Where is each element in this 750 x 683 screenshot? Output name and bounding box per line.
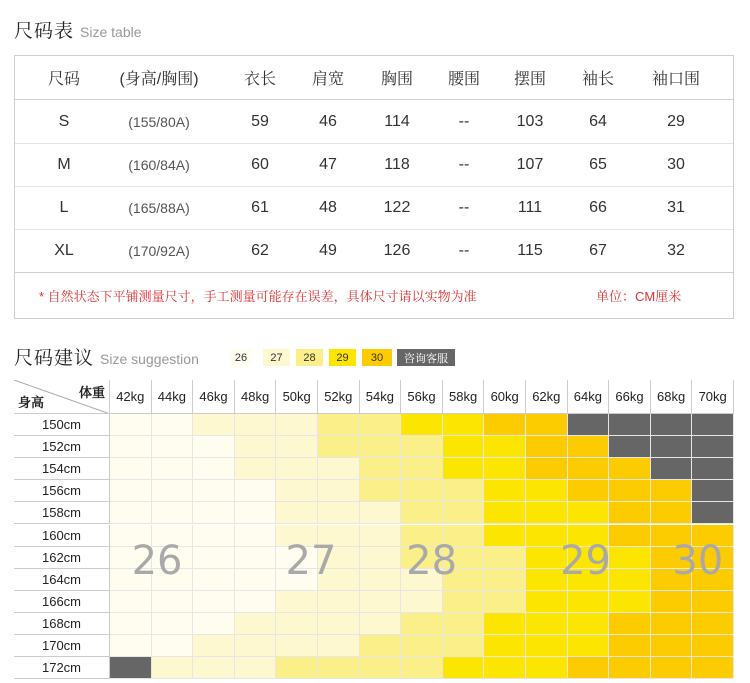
divider	[15, 272, 733, 273]
cell-bust: 114	[384, 112, 410, 130]
grid-cell-size-26	[110, 591, 152, 613]
grid-cell-size-30	[568, 657, 610, 679]
grid-cell-size-26	[110, 502, 152, 524]
grid-cell-size-26	[152, 480, 194, 502]
cell-waist: --	[458, 241, 470, 259]
grid-cell-size-27	[235, 436, 277, 458]
size-row	[15, 186, 733, 229]
height-header: 172cm	[14, 657, 110, 679]
legend-30: 30	[362, 349, 392, 366]
grid-cell-consult	[651, 414, 693, 436]
grid-cell-size-29	[526, 635, 568, 657]
grid-cell-size-28	[276, 657, 318, 679]
cell-bust: 122	[383, 198, 411, 216]
cell-length: 61	[251, 198, 269, 216]
grid-cell-consult	[609, 414, 651, 436]
size-table	[14, 55, 734, 319]
grid-cell-size-26	[235, 547, 277, 569]
grid-cell-size-30	[651, 657, 693, 679]
size-suggestion-grid	[14, 380, 734, 683]
grid-cell-size-28	[443, 613, 485, 635]
grid-cell-size-29	[568, 635, 610, 657]
cell-length: 59	[251, 112, 269, 130]
grid-cell-size-26	[193, 480, 235, 502]
grid-cell-size-28	[401, 480, 443, 502]
grid-cell-size-27	[360, 591, 402, 613]
grid-cell-size-27	[401, 591, 443, 613]
grid-cell-size-26	[110, 480, 152, 502]
grid-cell-size-26	[193, 502, 235, 524]
grid-cell-size-28	[360, 657, 402, 679]
grid-cell-size-26	[235, 591, 277, 613]
grid-cell-size-27	[276, 480, 318, 502]
grid-cell-size-28	[318, 436, 360, 458]
grid-cell-size-26	[110, 458, 152, 480]
grid-cell-size-29	[484, 657, 526, 679]
grid-cell-size-26	[152, 502, 194, 524]
grid-cell-size-29	[484, 635, 526, 657]
grid-cell-size-28	[401, 613, 443, 635]
cell-waist: --	[458, 198, 470, 216]
grid-cell-size-30	[568, 436, 610, 458]
cell-waist: --	[458, 155, 470, 173]
grid-cell-size-30	[692, 591, 734, 613]
legend-27: 27	[263, 349, 290, 366]
height-header: 154cm	[14, 458, 110, 480]
grid-cell-size-28	[401, 635, 443, 657]
grid-cell-size-26	[152, 436, 194, 458]
size-row	[15, 100, 733, 143]
weight-header: 52kg	[318, 380, 360, 414]
grid-cell-size-29	[484, 525, 526, 547]
grid-cell-size-27	[318, 502, 360, 524]
grid-cell-size-28	[360, 436, 402, 458]
weight-header: 42kg	[110, 380, 152, 414]
grid-cell-size-29	[609, 569, 651, 591]
cell-length: 60	[251, 155, 269, 173]
cell-height-bust: (155/80A)	[128, 113, 190, 130]
grid-cell-consult	[692, 436, 734, 458]
grid-cell-size-26	[193, 613, 235, 635]
grid-cell-size-27	[360, 569, 402, 591]
grid-cell-size-27	[193, 657, 235, 679]
header-sleeve: 袖长	[581, 71, 614, 88]
grid-cell-size-26	[235, 569, 277, 591]
zone-label: 27	[285, 537, 337, 584]
grid-cell-size-30	[609, 635, 651, 657]
grid-cell-size-26	[193, 591, 235, 613]
grid-cell-size-26	[235, 502, 277, 524]
cell-hem: 115	[517, 241, 543, 259]
size-suggestion-title-zh: 尺码建议	[14, 348, 95, 369]
size-row	[15, 143, 733, 186]
grid-cell-size-29	[484, 502, 526, 524]
grid-cell-size-29	[609, 591, 651, 613]
grid-cell-size-26	[235, 525, 277, 547]
grid-cell-size-30	[568, 458, 610, 480]
legend-26: 26	[230, 349, 252, 366]
grid-cell-size-28	[401, 657, 443, 679]
grid-cell-size-29	[526, 480, 568, 502]
grid-cell-size-26	[193, 458, 235, 480]
zone-label: 29	[560, 537, 611, 584]
grid-cell-size-29	[443, 657, 485, 679]
grid-cell-size-30	[609, 458, 651, 480]
grid-cell-size-27	[360, 547, 402, 569]
grid-cell-size-27	[318, 635, 360, 657]
height-header: 152cm	[14, 436, 110, 458]
size-suggestion-title	[14, 343, 199, 370]
weight-header: 64kg	[568, 380, 610, 414]
cell-cuff: 30	[667, 155, 685, 173]
cell-height-bust: (170/92A)	[128, 242, 190, 259]
grid-cell-size-28	[484, 547, 526, 569]
grid-cell-size-30	[526, 414, 568, 436]
grid-cell-size-26	[193, 569, 235, 591]
grid-cell-size-28	[443, 635, 485, 657]
legend-consult: 咨询客服	[397, 349, 455, 366]
grid-cell-size-26	[110, 436, 152, 458]
grid-cell-size-30	[609, 480, 651, 502]
grid-cell-size-28	[318, 414, 360, 436]
grid-cell-consult	[609, 436, 651, 458]
grid-cell-size-28	[318, 657, 360, 679]
grid-cell-size-29	[484, 480, 526, 502]
corner-weight-label: 体重	[78, 385, 105, 400]
cell-size: M	[57, 155, 71, 173]
measurement-note: * 自然状态下平铺测量尺寸，手工测量可能存在误差，具体尺寸请以实物为准	[39, 289, 477, 304]
grid-cell-size-26	[152, 613, 194, 635]
grid-cell-size-27	[235, 458, 277, 480]
grid-cell-size-27	[235, 657, 277, 679]
size-table-title-en: Size table	[80, 24, 142, 40]
grid-cell-size-28	[401, 436, 443, 458]
grid-cell-size-26	[152, 635, 194, 657]
grid-cell-size-29	[568, 591, 610, 613]
weight-header: 54kg	[360, 380, 402, 414]
grid-cell-size-30	[609, 657, 651, 679]
grid-cell-size-30	[651, 635, 693, 657]
grid-cell-size-29	[568, 502, 610, 524]
grid-cell-size-28	[443, 480, 485, 502]
weight-header: 44kg	[152, 380, 194, 414]
weight-header: 56kg	[401, 380, 443, 414]
grid-cell-size-28	[360, 414, 402, 436]
grid-cell-size-28	[484, 569, 526, 591]
header-size: 尺码	[47, 71, 80, 88]
cell-hem: 103	[516, 112, 544, 130]
grid-cell-size-27	[276, 613, 318, 635]
grid-cell-size-27	[276, 414, 318, 436]
grid-cell-size-27	[276, 502, 318, 524]
grid-corner	[14, 380, 110, 414]
cell-size: XL	[54, 241, 74, 259]
legend-29: 29	[329, 349, 356, 366]
height-header: 150cm	[14, 414, 110, 436]
grid-cell-size-30	[568, 480, 610, 502]
zone-label: 28	[406, 537, 458, 584]
grid-cell-size-27	[360, 525, 402, 547]
grid-cell-size-28	[360, 480, 402, 502]
grid-cell-size-26	[152, 591, 194, 613]
grid-cell-size-26	[110, 414, 152, 436]
grid-cell-size-27	[152, 657, 194, 679]
grid-cell-size-29	[484, 436, 526, 458]
header-cuff: 袖口围	[651, 71, 700, 88]
grid-cell-size-29	[443, 458, 485, 480]
grid-cell-size-29	[443, 414, 485, 436]
grid-cell-size-29	[526, 502, 568, 524]
grid-cell-size-27	[235, 414, 277, 436]
grid-cell-size-28	[360, 635, 402, 657]
grid-cell-size-28	[443, 502, 485, 524]
cell-size: L	[59, 198, 69, 216]
size-table-title-zh: 尺码表	[14, 21, 75, 42]
grid-cell-size-28	[401, 502, 443, 524]
cell-sleeve: 65	[589, 155, 607, 173]
grid-cell-size-27	[193, 635, 235, 657]
grid-cell-size-27	[318, 458, 360, 480]
grid-cell-size-29	[401, 414, 443, 436]
weight-header: 68kg	[651, 380, 693, 414]
cell-cuff: 31	[667, 198, 685, 216]
grid-cell-size-29	[443, 436, 485, 458]
weight-header: 66kg	[609, 380, 651, 414]
cell-length: 62	[251, 241, 269, 259]
size-suggestion-title-en: Size suggestion	[100, 351, 199, 367]
height-header: 168cm	[14, 613, 110, 635]
grid-cell-size-29	[484, 613, 526, 635]
cell-sleeve: 67	[589, 241, 607, 259]
grid-cell-consult	[568, 414, 610, 436]
grid-cell-size-27	[318, 480, 360, 502]
weight-header: 70kg	[692, 380, 734, 414]
cell-shoulder: 49	[319, 241, 337, 259]
grid-cell-size-27	[276, 635, 318, 657]
grid-cell-size-27	[235, 635, 277, 657]
cell-bust: 118	[384, 155, 410, 173]
grid-cell-size-27	[276, 436, 318, 458]
grid-cell-size-26	[110, 613, 152, 635]
grid-cell-size-29	[568, 613, 610, 635]
header-bust: 胸围	[380, 71, 413, 88]
grid-cell-size-30	[692, 635, 734, 657]
height-header: 162cm	[14, 547, 110, 569]
grid-cell-size-28	[360, 458, 402, 480]
grid-cell-size-26	[110, 635, 152, 657]
corner-height-label: 身高	[18, 395, 45, 410]
header-hem: 摆围	[513, 71, 546, 88]
unit-note: 单位：CM厘米	[596, 289, 682, 304]
header-waist: 腰围	[447, 71, 480, 88]
grid-cell-size-27	[360, 613, 402, 635]
grid-cell-size-27	[318, 613, 360, 635]
grid-cell-size-30	[692, 657, 734, 679]
cell-size: S	[58, 112, 70, 130]
header-length: 衣长	[243, 71, 276, 88]
grid-cell-size-27	[360, 502, 402, 524]
cell-waist: --	[458, 112, 470, 130]
cell-shoulder: 48	[319, 198, 337, 216]
grid-cell-size-30	[526, 458, 568, 480]
grid-cell-size-29	[526, 591, 568, 613]
size-row	[15, 229, 733, 272]
cell-bust: 126	[383, 241, 411, 259]
grid-cell-size-26	[193, 547, 235, 569]
cell-shoulder: 47	[319, 155, 337, 173]
height-header: 164cm	[14, 569, 110, 591]
grid-cell-size-30	[651, 502, 693, 524]
grid-cell-size-26	[193, 525, 235, 547]
grid-cell-size-30	[651, 480, 693, 502]
weight-header: 48kg	[235, 380, 277, 414]
cell-sleeve: 66	[589, 198, 607, 216]
weight-header: 60kg	[484, 380, 526, 414]
grid-cell-consult	[651, 458, 693, 480]
grid-cell-size-28	[484, 591, 526, 613]
grid-cell-size-29	[526, 657, 568, 679]
grid-cell-size-26	[152, 414, 194, 436]
height-header: 166cm	[14, 591, 110, 613]
header-height-bust: (身高/胸围)	[119, 71, 199, 88]
size-table-header-row	[15, 56, 733, 99]
size-table-title	[14, 16, 142, 43]
grid-cell-size-26	[235, 480, 277, 502]
zone-label: 26	[131, 537, 183, 584]
cell-cuff: 29	[667, 112, 685, 130]
grid-cell-size-29	[609, 547, 651, 569]
grid-cell-size-28	[443, 591, 485, 613]
grid-cell-size-30	[484, 414, 526, 436]
weight-header: 62kg	[526, 380, 568, 414]
grid-cell-consult	[651, 436, 693, 458]
height-header: 170cm	[14, 635, 110, 657]
grid-cell-consult	[692, 502, 734, 524]
grid-cell-size-27	[193, 414, 235, 436]
grid-cell-size-27	[276, 458, 318, 480]
grid-cell-size-30	[692, 613, 734, 635]
grid-cell-consult	[692, 480, 734, 502]
header-shoulder: 肩宽	[311, 71, 344, 88]
grid-cell-size-27	[318, 591, 360, 613]
grid-cell-size-30	[651, 613, 693, 635]
cell-shoulder: 46	[319, 112, 337, 130]
grid-cell-size-26	[152, 458, 194, 480]
grid-cell-size-29	[526, 613, 568, 635]
height-header: 158cm	[14, 502, 110, 524]
grid-cell-size-30	[609, 502, 651, 524]
grid-cell-size-27	[276, 591, 318, 613]
grid-cell-size-28	[401, 458, 443, 480]
grid-cell-size-30	[526, 436, 568, 458]
cell-height-bust: (165/88A)	[128, 199, 190, 216]
weight-header: 46kg	[193, 380, 235, 414]
grid-cell-size-29	[484, 458, 526, 480]
height-header: 160cm	[14, 525, 110, 547]
cell-hem: 107	[516, 155, 544, 173]
height-header: 156cm	[14, 480, 110, 502]
grid-cell-size-27	[235, 613, 277, 635]
weight-header: 58kg	[443, 380, 485, 414]
cell-sleeve: 64	[589, 112, 607, 130]
grid-cell-size-30	[609, 613, 651, 635]
zone-label: 30	[672, 537, 724, 584]
grid-cell-size-30	[651, 591, 693, 613]
cell-cuff: 32	[667, 241, 685, 259]
grid-cell-size-26	[193, 436, 235, 458]
weight-header: 50kg	[276, 380, 318, 414]
cell-hem: 111	[517, 198, 543, 216]
grid-cell-consult	[110, 657, 152, 679]
grid-cell-consult	[692, 414, 734, 436]
grid-cell-consult	[692, 458, 734, 480]
legend-28: 28	[296, 349, 323, 366]
cell-height-bust: (160/84A)	[128, 156, 190, 173]
grid-cell-size-30	[609, 525, 651, 547]
